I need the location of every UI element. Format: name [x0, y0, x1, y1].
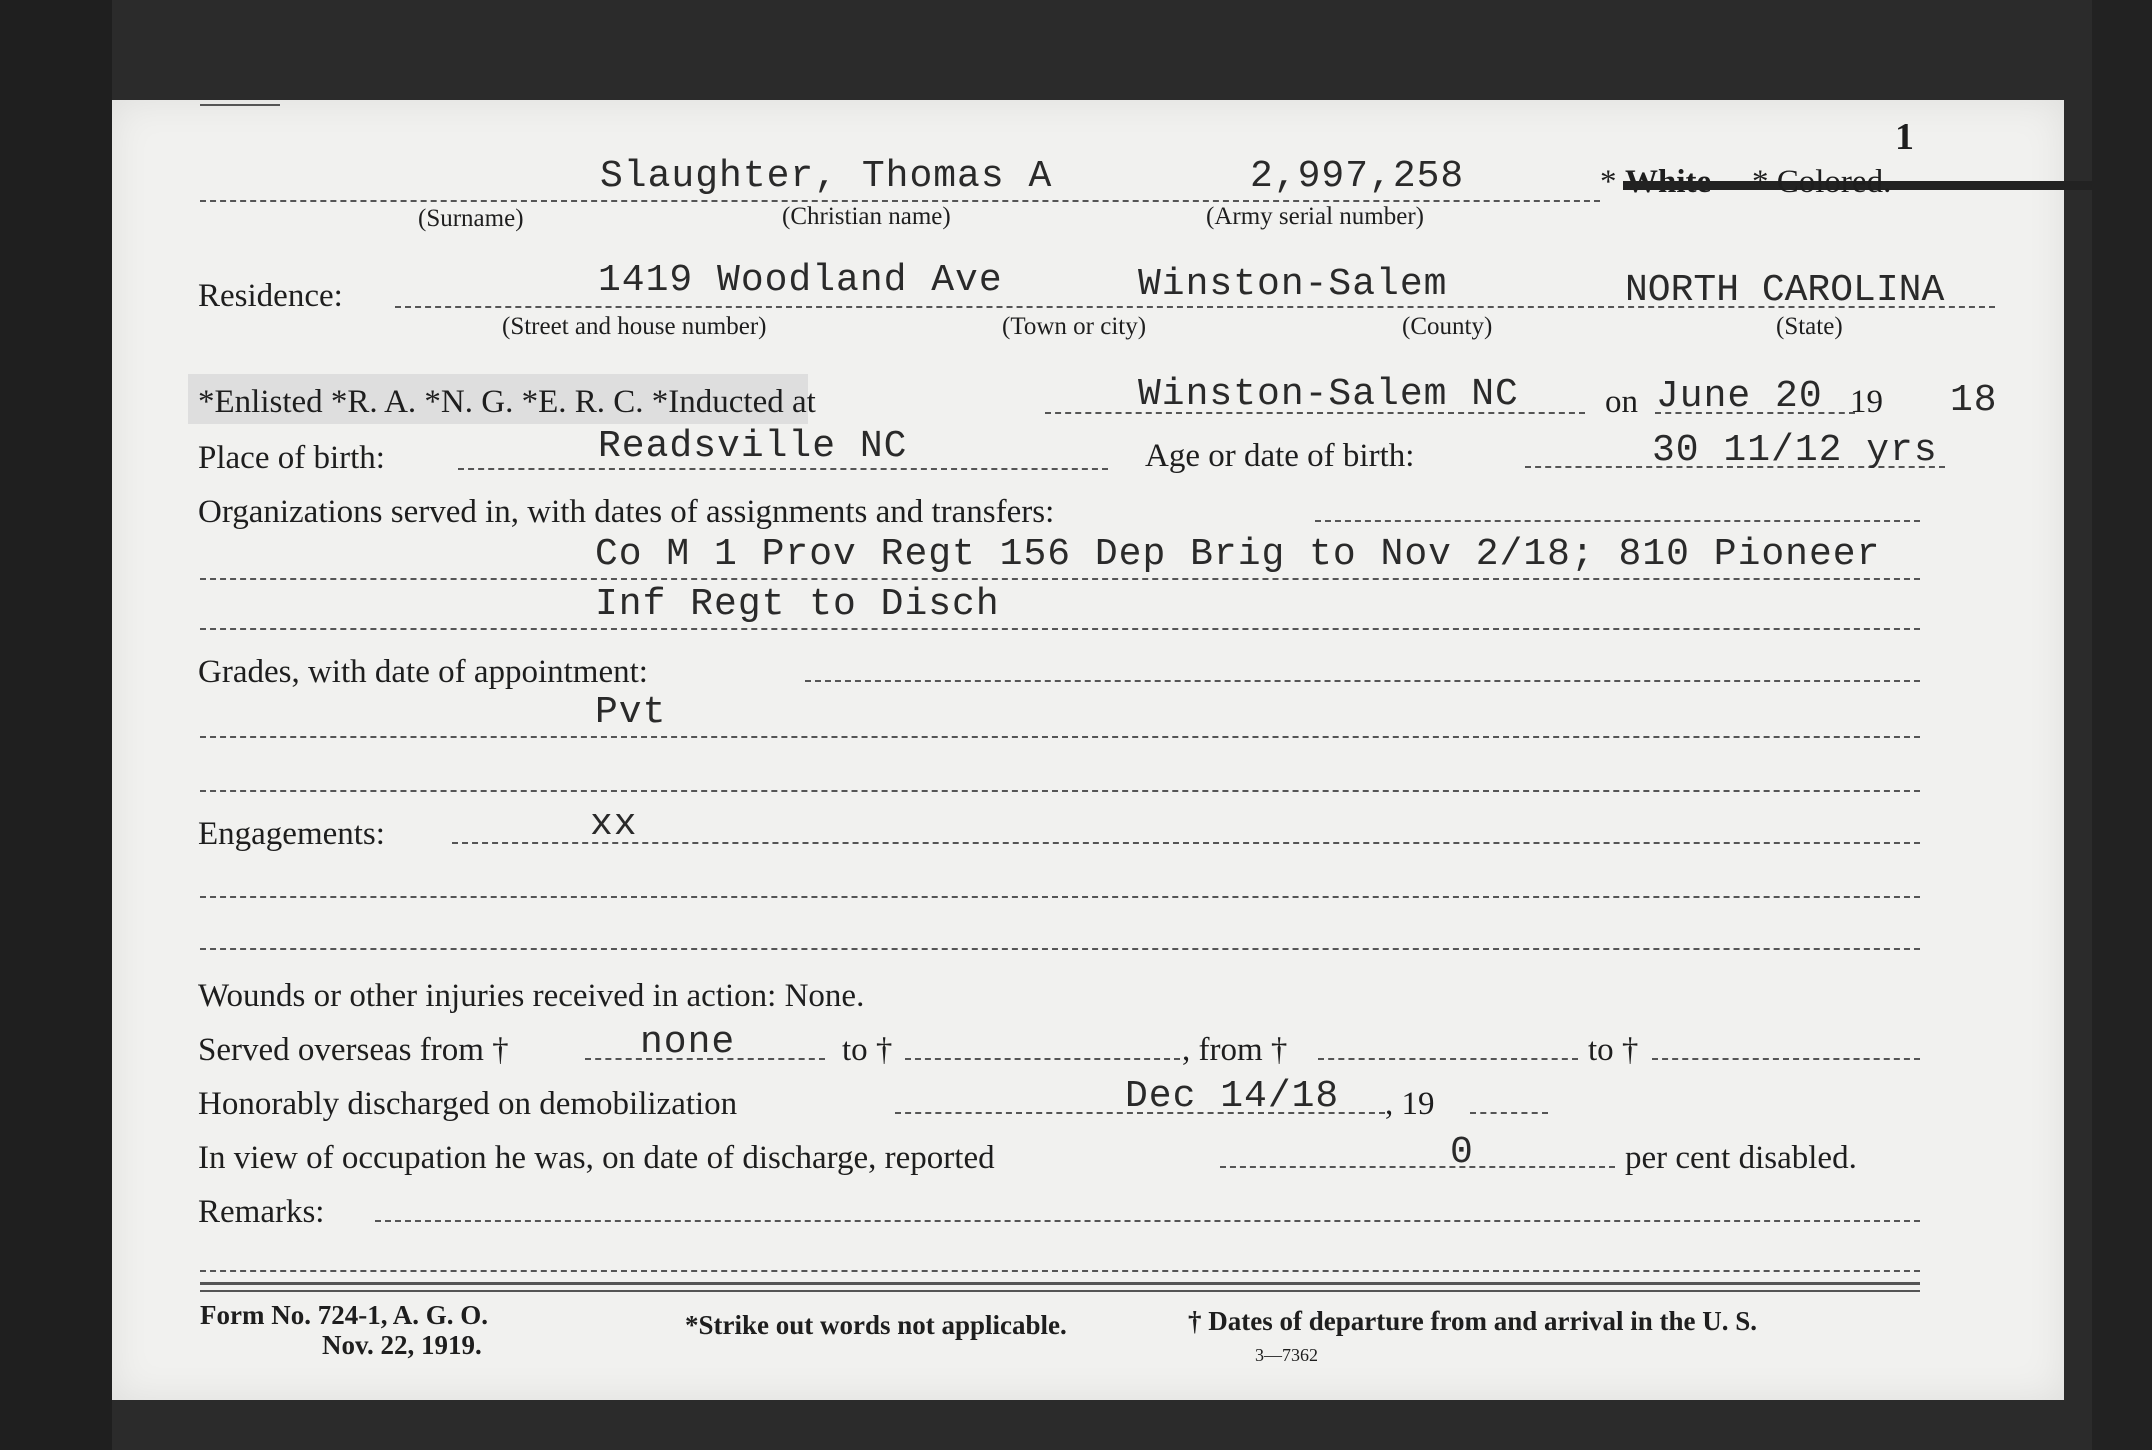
grade-value: Pvt [595, 691, 667, 734]
label-christian-name: (Christian name) [782, 203, 951, 230]
engagements-label: Engagements: [198, 816, 385, 852]
induction-year: 18 [1950, 379, 1998, 422]
soldier-name: Slaughter, Thomas A [600, 155, 1053, 198]
form-date: Nov. 22, 1919. [322, 1330, 482, 1360]
place-of-birth-label: Place of birth: [198, 440, 385, 476]
engagements-line-0 [452, 842, 1920, 844]
overseas-from2-label: , from † [1182, 1032, 1288, 1068]
organizations-text-2: Inf Regt to Disch [595, 583, 1000, 626]
card-number: 1 [1895, 116, 1914, 158]
strike-note: *Strike out words not applicable. [685, 1310, 1067, 1340]
discharge-year-line [1470, 1112, 1548, 1114]
label-state: (State) [1776, 313, 1843, 340]
residence-state: NORTH CAROLINA [1625, 269, 1945, 312]
induction-place: Winston-Salem NC [1138, 373, 1519, 416]
organizations-line-2 [200, 628, 1920, 630]
on-label: on [1605, 384, 1638, 420]
engagements-value: xx [590, 803, 638, 846]
corner-rule [200, 104, 280, 106]
overseas-to2-line [1652, 1058, 1920, 1060]
disability-line [1220, 1166, 1615, 1168]
remarks-line-1 [375, 1220, 1920, 1222]
discharge-label: Honorably discharged on demobilization [198, 1086, 738, 1122]
overseas-to-line [905, 1058, 1180, 1060]
discharge-year-suffix: , 19 [1385, 1086, 1435, 1122]
label-town: (Town or city) [1002, 313, 1147, 340]
organizations-line-0 [1315, 520, 1920, 522]
footer-rule-1 [200, 1282, 1920, 1285]
place-of-birth: Readsville NC [598, 425, 908, 468]
grades-line-0 [805, 680, 1920, 682]
organizations-line-1 [200, 578, 1920, 580]
army-serial-number: 2,997,258 [1250, 155, 1465, 198]
wounds-text: Wounds or other injuries received in action: None. [198, 978, 865, 1014]
engagements-line-1 [200, 896, 1920, 898]
print-code: 3—7362 [1255, 1345, 1318, 1365]
residence-street: 1419 Woodland Ave [598, 259, 1003, 302]
overseas-from-value: none [640, 1021, 736, 1064]
name-line [200, 200, 1600, 202]
overseas-to2-label: to † [1588, 1032, 1639, 1068]
form-number: Form No. 724-1, A. G. O. [200, 1300, 488, 1330]
disability-suffix: per cent disabled. [1625, 1140, 1857, 1176]
footer-rule-2 [200, 1290, 1920, 1292]
enlistment-type-label: *Enlisted *R. A. *N. G. *E. R. C. *Inducted at [198, 384, 816, 420]
disability-label: In view of occupation he was, on date of discharge, reported [198, 1140, 995, 1176]
overseas-from2-line [1318, 1058, 1578, 1060]
age-value: 30 11/12 yrs [1652, 429, 1938, 472]
scan-border-left [0, 0, 112, 1450]
scan-border-right [2092, 0, 2152, 1450]
disability-value: 0 [1450, 1131, 1474, 1174]
age-label: Age or date of birth: [1145, 438, 1415, 474]
race-prefix: * [1600, 164, 1617, 200]
birth-place-line [458, 468, 1108, 470]
engagements-line-2 [200, 948, 1920, 950]
race-colored: * Colored. [1752, 164, 1892, 200]
residence-city: Winston-Salem [1138, 263, 1448, 306]
overseas-from-label: Served overseas from † [198, 1032, 509, 1068]
organizations-label: Organizations served in, with dates of assignments and transfers: [198, 494, 1055, 530]
induction-date: June 20 [1656, 375, 1823, 418]
label-army-serial: (Army serial number) [1206, 203, 1424, 230]
discharge-date: Dec 14/18 [1125, 1075, 1340, 1118]
label-street: (Street and house number) [502, 313, 767, 340]
remarks-label: Remarks: [198, 1194, 325, 1230]
organizations-text-1: Co M 1 Prov Regt 156 Dep Brig to Nov 2/18; 810 Pioneer [595, 533, 1881, 576]
label-surname: (Surname) [418, 205, 524, 232]
overseas-to-label: to † [842, 1032, 893, 1068]
grades-line-2 [200, 790, 1920, 792]
grades-label: Grades, with date of appointment: [198, 654, 648, 690]
label-county: (County) [1402, 313, 1493, 340]
year-prefix: 19 [1850, 384, 1883, 420]
grades-line-1 [200, 736, 1920, 738]
race-white-struck: White [1625, 166, 2152, 199]
residence-label: Residence: [198, 278, 343, 314]
dates-note: † Dates of departure from and arrival in the U. S. [1188, 1306, 1757, 1336]
remarks-line-2 [200, 1270, 1920, 1272]
